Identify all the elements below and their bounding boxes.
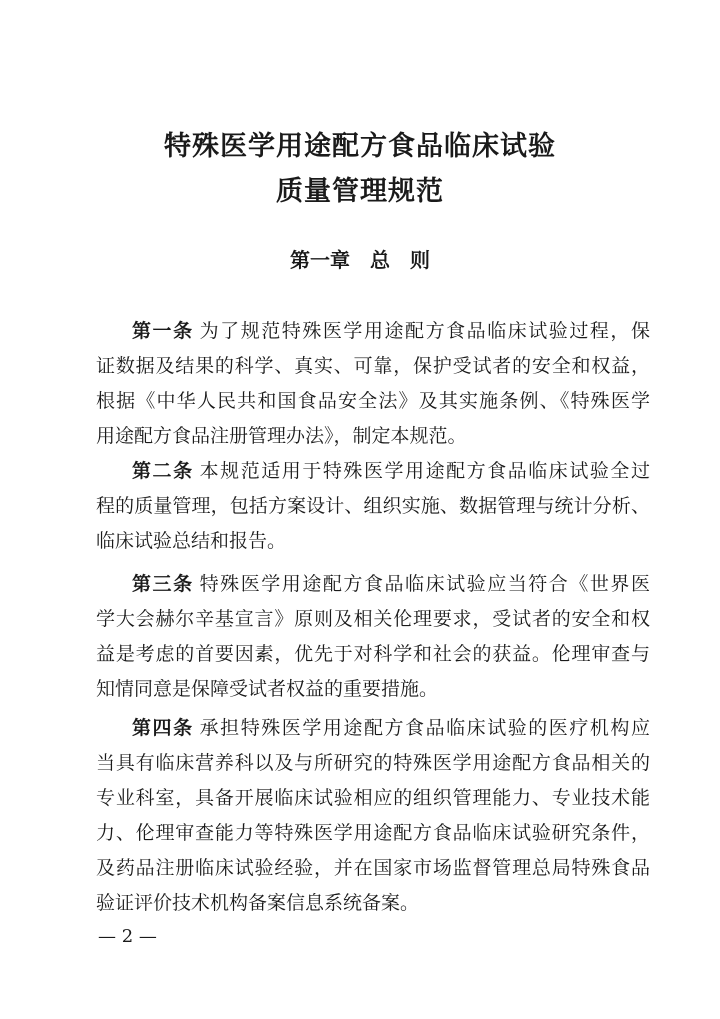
- article-line: 当具有临床营养科以及与所研究的特殊医学用途配方食品相关的: [96, 752, 650, 774]
- article-line: 第三条 特殊医学用途配方食品临床试验应当符合《世界医: [132, 573, 650, 595]
- article-line: 程的质量管理，包括方案设计、组织实施、数据管理与统计分析、: [96, 495, 650, 517]
- article-line: 及药品注册临床试验经验，并在国家市场监督管理总局特殊食品: [96, 857, 650, 879]
- article-label: 第三条: [132, 573, 194, 595]
- article-4: [96, 711, 650, 921]
- page-number: — 2 —: [98, 926, 157, 947]
- article-label: 第四条: [132, 717, 194, 739]
- article-line: 专业科室，具备开展临床试验相应的组织管理能力、专业技术能: [96, 787, 650, 809]
- chapter-heading: 第一章 总 则: [290, 248, 430, 272]
- article-3: [96, 567, 650, 707]
- article-line: 临床试验总结和报告。: [96, 530, 287, 552]
- article-line: 证数据及结果的科学、真实、可靠，保护受试者的安全和权益，: [96, 355, 650, 377]
- document-title-line-2: 质量管理规范: [276, 176, 444, 207]
- article-1: [96, 314, 650, 454]
- article-line: 第四条 承担特殊医学用途配方食品临床试验的医疗机构应: [132, 717, 650, 739]
- article-line: 验证评价技术机构备案信息系统备案。: [96, 892, 420, 914]
- article-label: 第二条: [132, 460, 194, 482]
- article-line: 根据《中华人民共和国食品安全法》及其实施条例、《特殊医学: [96, 390, 650, 412]
- article-line: 第一条 为了规范特殊医学用途配方食品临床试验过程，保: [132, 320, 650, 342]
- article-line: 力、伦理审查能力等特殊医学用途配方食品临床试验研究条件，: [96, 822, 650, 844]
- article-2: [96, 454, 650, 559]
- article-line: 益是考虑的首要因素，优先于对科学和社会的获益。伦理审查与: [96, 643, 650, 665]
- article-line: 学大会赫尔辛基宣言》原则及相关伦理要求，受试者的安全和权: [96, 608, 650, 630]
- article-label: 第一条: [132, 320, 194, 342]
- article-line: 第二条 本规范适用于特殊医学用途配方食品临床试验全过: [132, 460, 650, 482]
- document-title-line-1: 特殊医学用途配方食品临床试验: [164, 131, 556, 162]
- article-line: 知情同意是保障受试者权益的重要措施。: [96, 678, 439, 700]
- article-line: 用途配方食品注册管理办法》，制定本规范。: [96, 425, 467, 447]
